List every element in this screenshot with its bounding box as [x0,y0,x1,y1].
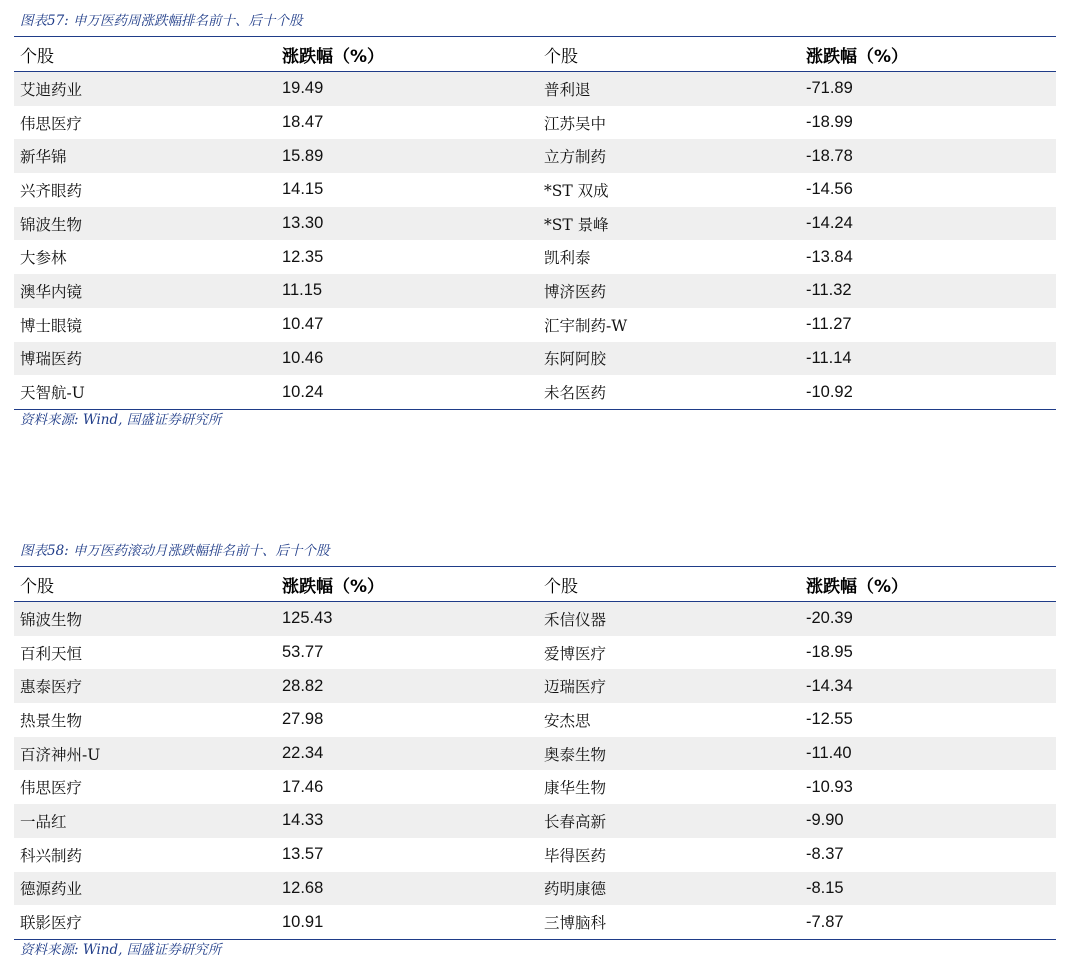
figure-58-body [14,602,1056,940]
stock-name-cell: 科兴制药 [20,846,83,865]
table-header-row [14,37,1056,72]
table-row [14,905,1056,939]
stock-name-cell: 大参林 [20,249,67,268]
figure-57-table [14,36,1056,410]
header-stock-left: 个股 [20,46,54,67]
header-change-right: 涨跌幅（%） [806,576,909,597]
stock-name-cell: 热景生物 [20,711,83,730]
stock-name-cell: 澳华内镜 [20,282,83,301]
stock-name-cell: 未名医药 [544,384,607,403]
stock-name-cell: 德源药业 [20,880,83,899]
change-value-cell: 12.68 [282,878,324,897]
table-row [14,139,1056,173]
change-value-cell: -20.39 [806,609,853,628]
table-row [14,173,1056,207]
header-change-right: 涨跌幅（%） [806,46,909,67]
header-change-left: 涨跌幅（%） [282,46,385,67]
change-value-cell: -13.84 [806,247,853,266]
change-value-cell: -18.78 [806,146,853,165]
stock-name-cell: 新华锦 [20,148,67,167]
stock-name-cell: 百济神州-U [20,745,101,764]
change-value-cell: -8.37 [806,845,844,864]
change-value-cell: -10.92 [806,382,853,401]
header-stock-left: 个股 [20,576,54,597]
table-row [14,342,1056,376]
stock-name-cell: 禾信仪器 [544,610,607,629]
table-row [14,308,1056,342]
change-value-cell: 10.47 [282,315,324,334]
stock-name-cell: 锦波生物 [20,215,83,234]
stock-name-cell: 立方制药 [544,148,607,167]
change-value-cell: 19.49 [282,79,324,98]
table-row [14,106,1056,140]
change-value-cell: -11.14 [806,348,852,367]
figure-58-source: 资料来源: Wind, 国盛证券研究所 [20,941,222,958]
figure-57 [14,8,1056,432]
stock-name-cell: 锦波生物 [20,610,83,629]
figure-57-caption: 图表57: 申万医药周涨跌幅排名前十、后十个股 [20,13,303,29]
table-row [14,669,1056,703]
stock-name-cell: 迈瑞医疗 [544,678,607,697]
stock-name-cell: 汇宇制药-W [544,316,628,335]
figure-58-table [14,566,1056,940]
stock-name-cell: 百利天恒 [20,644,83,663]
change-value-cell: 13.57 [282,845,324,864]
change-value-cell: -11.32 [806,281,852,300]
header-stock-right: 个股 [544,576,578,597]
stock-name-cell: 三博脑科 [544,914,607,933]
change-value-cell: 27.98 [282,710,324,729]
stock-name-cell: 伟思医疗 [20,114,83,133]
change-value-cell: -14.56 [806,180,853,199]
figure-57-body [14,72,1056,410]
change-value-cell: 18.47 [282,113,324,132]
change-value-cell: -8.15 [806,878,844,897]
table-row [14,804,1056,838]
table-row [14,602,1056,636]
figure-57-source: 资料来源: Wind, 国盛证券研究所 [20,411,222,428]
change-value-cell: -7.87 [806,912,844,931]
table-row [14,838,1056,872]
change-value-cell: 10.91 [282,912,324,931]
header-change-left: 涨跌幅（%） [282,576,385,597]
stock-name-cell: *ST 双成 [544,181,609,200]
stock-name-cell: 爱博医疗 [544,644,607,663]
change-value-cell: -14.34 [806,676,853,695]
table-row [14,703,1056,737]
change-value-cell: 12.35 [282,247,324,266]
stock-name-cell: 凯利泰 [544,249,591,268]
stock-name-cell: 江苏吴中 [544,114,607,133]
table-row [14,737,1056,771]
stock-name-cell: 药明康德 [544,880,607,899]
change-value-cell: -14.24 [806,214,853,233]
table-row [14,770,1056,804]
change-value-cell: 22.34 [282,744,324,763]
table-row [14,240,1056,274]
change-value-cell: 17.46 [282,777,324,796]
stock-name-cell: *ST 景峰 [544,215,609,234]
change-value-cell: -18.95 [806,643,853,662]
change-value-cell: -18.99 [806,113,853,132]
change-value-cell: -71.89 [806,79,853,98]
change-value-cell: 11.15 [282,281,323,300]
stock-name-cell: 惠泰医疗 [20,678,83,697]
change-value-cell: -11.40 [806,744,852,763]
change-value-cell: 10.46 [282,348,324,367]
stock-name-cell: 奥泰生物 [544,745,607,764]
change-value-cell: 28.82 [282,676,324,695]
stock-name-cell: 东阿阿胶 [544,350,607,369]
stock-name-cell: 毕得医药 [544,846,607,865]
change-value-cell: 14.15 [282,180,324,199]
stock-name-cell: 安杰思 [544,711,591,730]
table-row [14,375,1056,409]
table-row [14,274,1056,308]
change-value-cell: 53.77 [282,643,324,662]
change-value-cell: 13.30 [282,214,324,233]
stock-name-cell: 博瑞医药 [20,350,83,369]
header-stock-right: 个股 [544,46,578,67]
stock-name-cell: 天智航-U [20,384,85,403]
stock-name-cell: 联影医疗 [20,914,83,933]
stock-name-cell: 康华生物 [544,779,607,798]
stock-name-cell: 博济医药 [544,282,607,301]
table-row [14,207,1056,241]
change-value-cell: 10.24 [282,382,324,401]
change-value-cell: 15.89 [282,146,324,165]
stock-name-cell: 伟思医疗 [20,779,83,798]
stock-name-cell: 博士眼镜 [20,316,83,335]
stock-name-cell: 普利退 [544,80,591,99]
figure-58-caption: 图表58: 申万医药滚动月涨跌幅排名前十、后十个股 [20,543,330,559]
table-row [14,636,1056,670]
table-row [14,872,1056,906]
stock-name-cell: 兴齐眼药 [20,181,83,200]
change-value-cell: -9.90 [806,811,844,830]
table-row [14,72,1056,106]
stock-name-cell: 一品红 [20,812,67,831]
figure-58 [14,538,1056,962]
table-header-row [14,567,1056,602]
change-value-cell: -11.27 [806,315,852,334]
stock-name-cell: 艾迪药业 [20,80,83,99]
stock-name-cell: 长春高新 [544,812,607,831]
change-value-cell: -10.93 [806,777,853,796]
change-value-cell: 14.33 [282,811,324,830]
change-value-cell: -12.55 [806,710,853,729]
change-value-cell: 125.43 [282,609,333,628]
